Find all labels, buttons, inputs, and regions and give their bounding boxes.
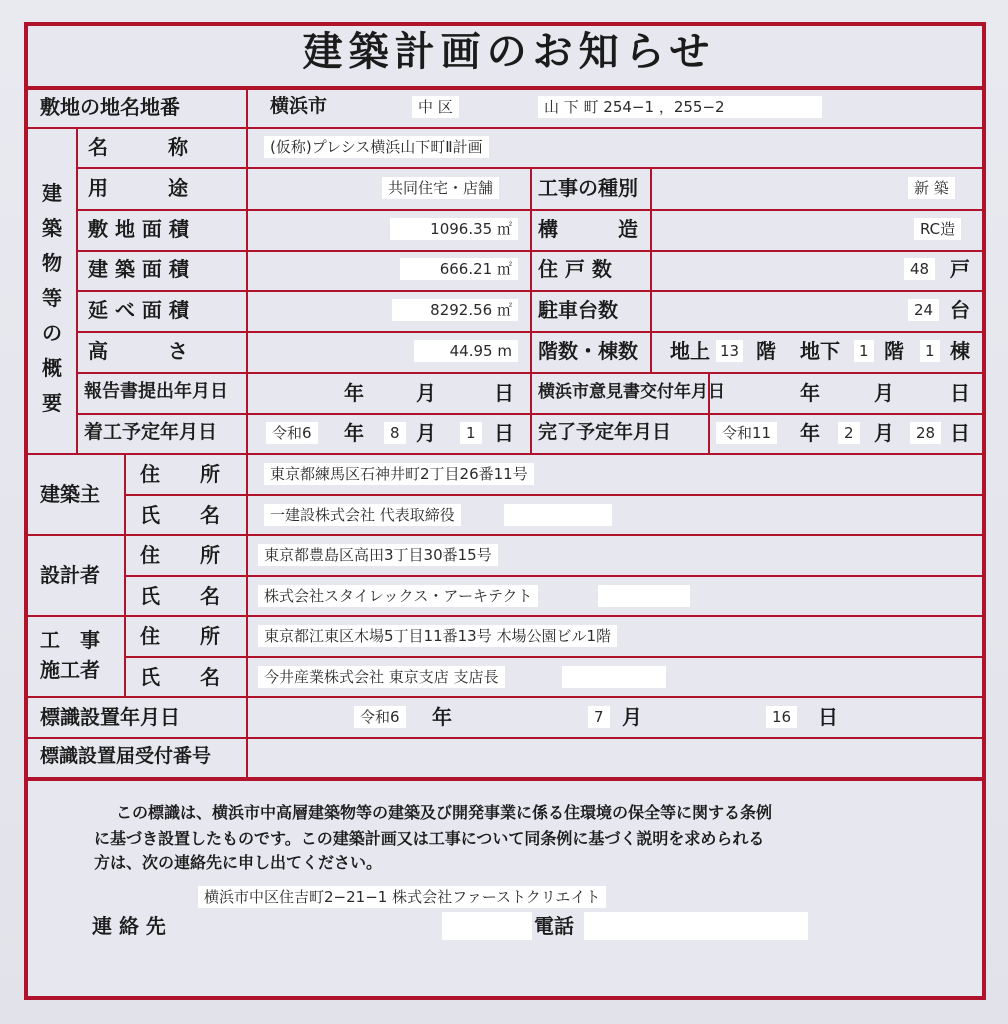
sign-date-label: 標識設置年月日 xyxy=(40,705,180,729)
contractor-label-1: 工 事 xyxy=(40,628,100,652)
overview-group-label: 建築物等の概要 xyxy=(42,181,62,415)
sign-month-word: 月 xyxy=(622,705,642,729)
units-label: 住 戸 数 xyxy=(538,257,612,281)
start-day: 1 xyxy=(460,422,482,444)
opinion-date-label: 横浜市意見書交付年月日 xyxy=(538,382,725,402)
floor-area-number: 8292.56 xyxy=(430,301,493,319)
building-area-number: 666.21 xyxy=(439,260,493,278)
redacted-name xyxy=(598,585,690,607)
rule xyxy=(28,696,982,698)
rule xyxy=(28,737,982,739)
area-unit: ㎡ xyxy=(496,301,512,319)
above-label: 地上 xyxy=(670,339,710,363)
redacted-name xyxy=(562,666,666,688)
units-value: 48 xyxy=(904,258,935,280)
contractor-name: 今井産業株式会社 東京支店 支店長 xyxy=(258,666,505,688)
contractor-address: 東京都江東区木場5丁目11番13号 木場公園ビル1階 xyxy=(258,625,617,647)
report-date-label: 報告書提出年月日 xyxy=(84,381,228,402)
height-number: 44.95 xyxy=(449,342,493,360)
building-area-label: 建 築 面 積 xyxy=(88,257,189,281)
site-label: 敷地の地名地番 xyxy=(40,95,180,119)
rule xyxy=(28,615,982,617)
rule xyxy=(76,250,982,252)
notice-line-1: この標識は、横浜市中高層建築物等の建築及び開発事業に係る住環境の保全等に関する条例 xyxy=(116,803,773,822)
floor-word-2: 階 xyxy=(884,339,904,363)
below-label: 地下 xyxy=(800,339,840,363)
rule xyxy=(76,209,982,211)
start-date-label: 着工予定年月日 xyxy=(84,421,218,443)
work-type-label: 工事の種別 xyxy=(538,176,638,200)
contact-address: 横浜市中区住吉町2−21−1 株式会社ファーストクリエイト xyxy=(198,886,606,908)
sign-date-era: 令和6 xyxy=(354,706,406,728)
parking-label: 駐車台数 xyxy=(538,298,618,322)
contact-label: 連 絡 先 xyxy=(92,914,166,938)
floor-word: 階 xyxy=(756,339,776,363)
height-value xyxy=(414,340,518,362)
report-month-word: 月 xyxy=(416,381,436,405)
sign-date-day: 16 xyxy=(766,706,797,728)
sign-date-month: 7 xyxy=(588,706,610,728)
units-unit: 戸 xyxy=(950,257,970,281)
complete-era: 令和11 xyxy=(716,422,777,444)
owner-address-label: 住 所 xyxy=(140,462,220,486)
complete-year-word: 年 xyxy=(800,421,820,445)
site-ward: 中 区 xyxy=(412,96,459,118)
contractor-label-2: 施工者 xyxy=(40,658,100,682)
rule xyxy=(246,88,248,777)
work-type-value: 新 築 xyxy=(908,177,955,199)
redacted-phone xyxy=(584,912,808,940)
rule xyxy=(28,453,982,455)
floors-label: 階数・棟数 xyxy=(538,339,638,363)
area-unit: ㎡ xyxy=(496,260,512,278)
designer-address: 東京都豊島区高田3丁目30番15号 xyxy=(258,544,498,566)
structure-label: 構 造 xyxy=(538,217,638,241)
report-day-word: 日 xyxy=(494,381,514,405)
owner-label: 建築主 xyxy=(40,482,100,506)
contractor-name-label: 氏 名 xyxy=(140,665,220,689)
rule xyxy=(28,777,982,781)
redacted-name xyxy=(504,504,612,526)
below-value: 1 xyxy=(854,340,874,362)
area-unit: ㎡ xyxy=(496,220,512,238)
rule xyxy=(76,167,982,169)
start-day-word: 日 xyxy=(494,421,514,445)
rule xyxy=(28,127,982,129)
notice-line-2: に基づき設置したものです。この建築計画又は工事について同条例に基づく説明を求められる xyxy=(94,829,765,848)
rule xyxy=(124,494,982,496)
site-area-label: 敷 地 面 積 xyxy=(88,217,189,241)
use-label: 用 途 xyxy=(88,176,188,200)
rule xyxy=(28,534,982,536)
owner-address: 東京都練馬区石神井町2丁目26番11号 xyxy=(264,463,534,485)
site-area-value xyxy=(390,218,518,240)
sign-title: 建築計画のお知らせ xyxy=(302,29,716,75)
designer-address-label: 住 所 xyxy=(140,543,220,567)
rule xyxy=(76,290,982,292)
building-word: 棟 xyxy=(950,339,970,363)
rule xyxy=(76,127,78,453)
rule xyxy=(76,372,982,374)
contractor-address-label: 住 所 xyxy=(140,624,220,648)
rule xyxy=(530,167,532,453)
parking-value: 24 xyxy=(908,299,939,321)
sign-year-word: 年 xyxy=(432,705,452,729)
opinion-month-word: 月 xyxy=(874,381,894,405)
floor-area-label: 延 べ 面 積 xyxy=(88,298,189,322)
start-year-word: 年 xyxy=(344,421,364,445)
start-month-word: 月 xyxy=(416,421,436,445)
redacted-contact xyxy=(442,912,532,940)
designer-name-label: 氏 名 xyxy=(140,584,220,608)
height-unit: m xyxy=(497,342,512,360)
rule xyxy=(124,656,982,658)
rule xyxy=(650,167,652,372)
sign-day-word: 日 xyxy=(818,705,838,729)
parking-unit: 台 xyxy=(950,298,970,322)
structure-value: RC造 xyxy=(914,218,961,240)
opinion-year-word: 年 xyxy=(800,381,820,405)
floor-area-value xyxy=(392,299,518,321)
opinion-day-word: 日 xyxy=(950,381,970,405)
start-era: 令和6 xyxy=(266,422,318,444)
name-label: 名 称 xyxy=(88,135,188,159)
project-name: (仮称)プレシス横浜山下町Ⅱ計画 xyxy=(264,136,489,158)
owner-name: 一建設株式会社 代表取締役 xyxy=(264,504,461,526)
start-month: 8 xyxy=(384,422,406,444)
site-city: 横浜市 xyxy=(270,95,328,117)
rule xyxy=(124,575,982,577)
designer-name: 株式会社スタイレックス・アーキテクト xyxy=(258,585,538,607)
complete-day: 28 xyxy=(910,422,941,444)
buildings-value: 1 xyxy=(920,340,940,362)
report-year-word: 年 xyxy=(344,381,364,405)
complete-date-label: 完了予定年月日 xyxy=(538,421,672,443)
above-value: 13 xyxy=(716,340,743,362)
complete-month: 2 xyxy=(838,422,860,444)
notice-line-3: 方は、次の連絡先に申し出てください。 xyxy=(94,853,383,872)
designer-label: 設計者 xyxy=(40,563,100,587)
height-label: 高 さ xyxy=(88,339,188,363)
registration-label: 標識設置届受付番号 xyxy=(40,745,212,767)
owner-name-label: 氏 名 xyxy=(140,503,220,527)
rule xyxy=(76,331,982,333)
site-address: 山 下 町 254−1 ，255−2 xyxy=(538,96,822,118)
site-area-number: 1096.35 xyxy=(430,220,493,238)
complete-month-word: 月 xyxy=(874,421,894,445)
rule xyxy=(28,86,982,90)
building-area-value xyxy=(400,258,518,280)
sign-frame xyxy=(24,22,986,1000)
rule xyxy=(76,413,982,415)
rule xyxy=(124,453,126,696)
phone-label: 電話 xyxy=(534,914,574,938)
complete-day-word: 日 xyxy=(950,421,970,445)
use-value: 共同住宅・店舗 xyxy=(382,177,499,199)
